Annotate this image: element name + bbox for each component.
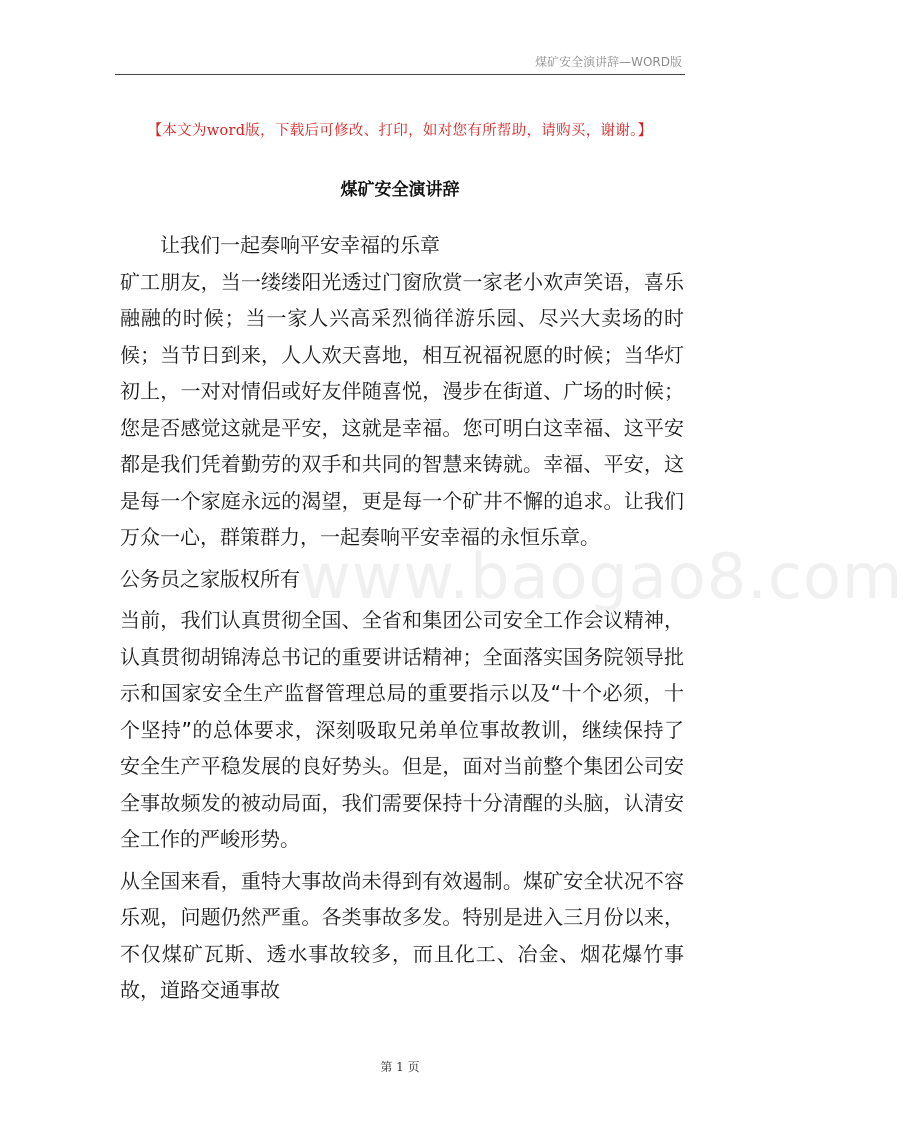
header-divider — [115, 74, 685, 75]
page-number: 第 1 页 — [380, 1060, 420, 1074]
watermark: www.baogao8.com — [300, 540, 903, 613]
purchase-notice: 【本文为word版，下载后可修改、打印，如对您有所帮助，请购买，谢谢。】 — [147, 123, 653, 139]
body-paragraph: 当前，我们认真贯彻全国、全省和集团公司安全工作会议精神，认真贯彻胡锦涛总书记的重要讲话精神；全面落实国务院领导批示和国家安全生产监督管理总局的重要指示以及“十个必须，十个坚持”的总体要求，深刻吸取兄弟单位事故教训，继续保持了安全生产平稳发展的良好势头。但是，面对当前整个集团公司安全事故频发的被动局面，我们需要保持十分清醒的头脑，认清安全工作的严峻形势。 — [120, 608, 684, 851]
body-paragraph: 公务员之家版权所有 — [120, 566, 300, 591]
subtitle-paragraph: 让我们一起奏响平安幸福的乐章 — [160, 233, 440, 257]
body-paragraph: 从全国来看，重特大事故尚未得到有效遏制。煤矿安全状况不容乐观，问题仍然严重。各类事故多发。特别是进入三月份以来，不仅煤矿瓦斯、透水事故较多，而且化工、冶金、烟花爆竹事故，道路交通事故 — [120, 868, 684, 1002]
document-body — [120, 227, 684, 1009]
document-title: 煤矿安全演讲辞 — [340, 180, 460, 200]
header-title: 煤矿安全演讲辞—WORD版 — [535, 55, 682, 69]
body-paragraph: 矿工朋友，当一缕缕阳光透过门窗欣赏一家老小欢声笑语，喜乐融融的时候；当一家人兴高采烈徜徉游乐园、尽兴大卖场的时候；当节日到来，人人欢天喜地，相互祝福祝愿的时候；当华灯初上，一对对情侣或好友伴随喜悦，漫步在街道、广场的时候；您是否感觉这就是平安，这就是幸福。您可明白这幸福、这平安都是我们凭着勤劳的双手和共同的智慧来铸就。幸福、平安，这是每一个家庭永远的渴望，更是每一个矿井不懈的追求。让我们万众一心，群策群力，一起奏响平安幸福的永恒乐章。 — [120, 269, 684, 549]
